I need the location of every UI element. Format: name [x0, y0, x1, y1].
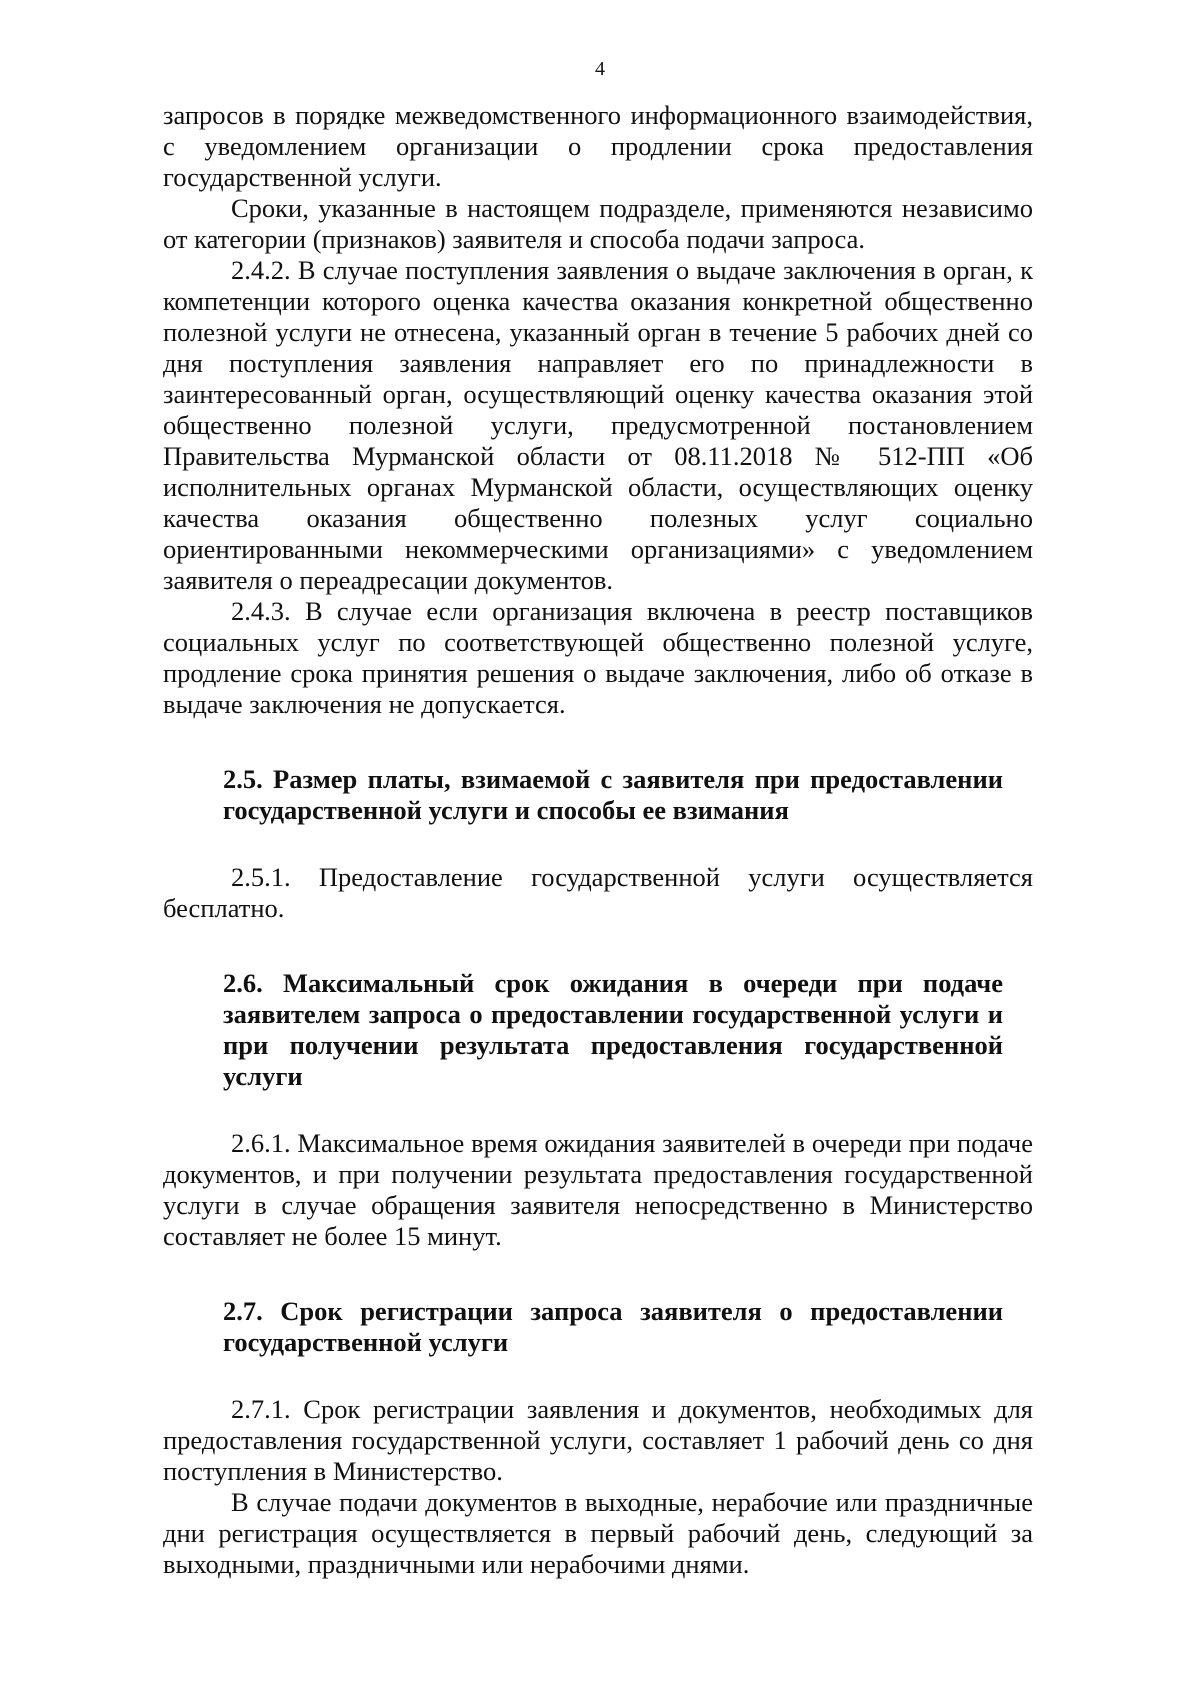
- paragraph-2-6-1: 2.6.1. Максимальное время ожидания заявителей в очереди при подаче документов, и при получении результата предоставления государственной услуги в случае обращения заявителя непосредственно в Министерство составляет не более 15 минут.: [163, 1128, 1033, 1251]
- paragraph-weekend-registration: В случае подачи документов в выходные, нерабочие или праздничные дни регистрация осуществляется в первый рабочий день, следующий за выходными, праздничными или нерабочими днями.: [163, 1487, 1033, 1579]
- section-heading-2-7: 2.7. Срок регистрации запроса заявителя о предоставлении государственной услуги: [223, 1296, 1003, 1357]
- page-number: 4: [595, 58, 605, 80]
- paragraph-2-4-3: 2.4.3. В случае если организация включена в реестр поставщиков социальных услуг по соответствующей общественно полезной услуге, продление срока принятия решения о выдаче заключения, либо об отказе в выдаче заключения не допускается.: [163, 596, 1033, 719]
- paragraph-terms: Сроки, указанные в настоящем подразделе, применяются независимо от категории (признаков) заявителя и способа подачи запроса.: [163, 193, 1033, 254]
- section-heading-2-5: 2.5. Размер платы, взимаемой с заявителя при предоставлении государственной услуги и способы ее взимания: [223, 764, 1003, 825]
- paragraph-2-7-1: 2.7.1. Срок регистрации заявления и документов, необходимых для предоставления государственной услуги, составляет 1 рабочий день со дня поступления в Министерство.: [163, 1394, 1033, 1486]
- paragraph-2-5-1: 2.5.1. Предоставление государственной услуги осуществляется бесплатно.: [163, 862, 1033, 923]
- document-body: [163, 100, 1033, 1580]
- paragraph-2-4-2: 2.4.2. В случае поступления заявления о выдаче заключения в орган, к компетенции которого оценка качества оказания конкретной общественно полезной услуги не отнесена, указанный орган в течение 5 рабочих дней со дня поступления заявления направляет его по принадлежности в заинтересованный орган, осуществляющий оценку качества оказания этой общественно полезной услуги, предусмотренной постановлением Правительства Мурманской области от 08.11.2018 № 512-ПП «Об исполнительных органах Мурманской области, осуществляющих оценку качества оказания общественно полезных услуг социально ориентированными некоммерческими организациями» с уведомлением заявителя о переадресации документов.: [163, 255, 1033, 595]
- section-heading-2-6: 2.6. Максимальный срок ожидания в очереди при подаче заявителем запроса о предоставлении государственной услуги и при получении результата предоставления государственной услуги: [223, 968, 1003, 1091]
- paragraph-continuation: запросов в порядке межведомственного информационного взаимодействия, с уведомлением организации о продлении срока предоставления государственной услуги.: [163, 100, 1033, 192]
